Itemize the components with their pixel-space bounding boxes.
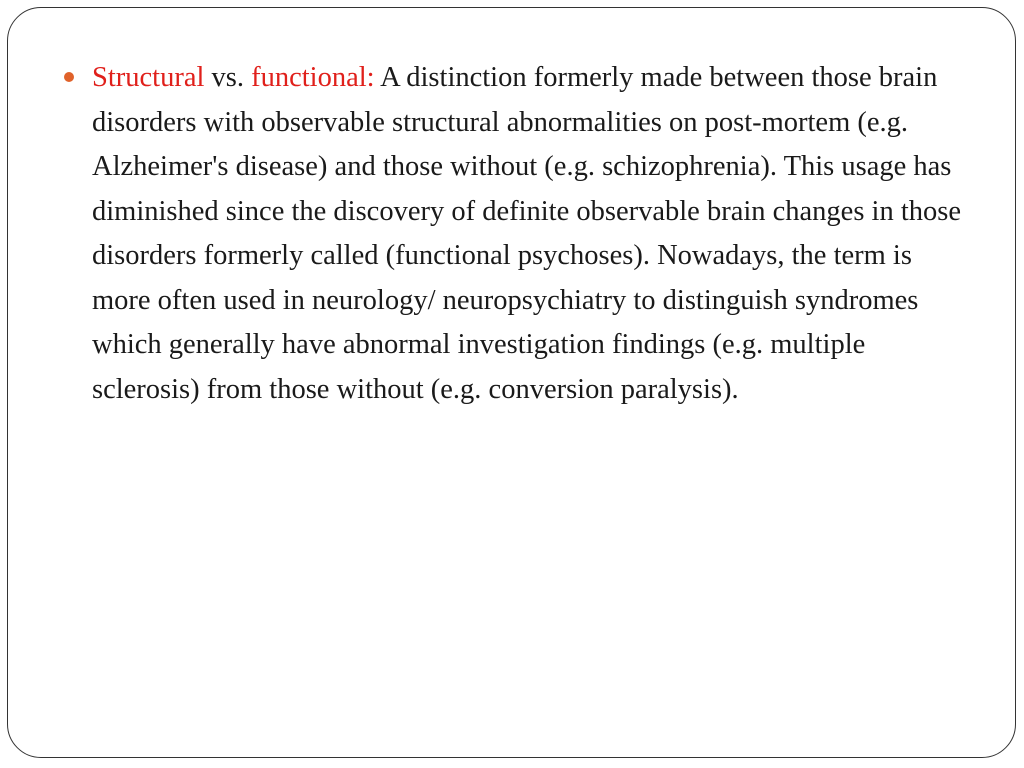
term-connector: vs. bbox=[204, 62, 252, 93]
bullet-list bbox=[64, 56, 969, 412]
definition-text: A distinction formerly made between those brain disorders with observable structural abnormalities on post-mortem (e.g. Alzheimer's disease) and those without (e.g. schizophrenia). This usage has diminished since the discovery of definite observable brain changes in those disorders formerly called (functional psychoses). Nowadays, the term is more often used in neurology/ neuropsychiatry to distinguish syndromes which generally have abnormal investigation findings (e.g. multiple sclerosis) from those without (e.g. conversion paralysis). bbox=[92, 62, 961, 405]
slide-frame bbox=[7, 7, 1016, 758]
bullet-item-structural-vs-functional bbox=[64, 56, 969, 412]
bullet-dot-icon bbox=[64, 72, 74, 82]
term-functional: functional: bbox=[251, 62, 375, 93]
term-structural: Structural bbox=[92, 62, 205, 93]
